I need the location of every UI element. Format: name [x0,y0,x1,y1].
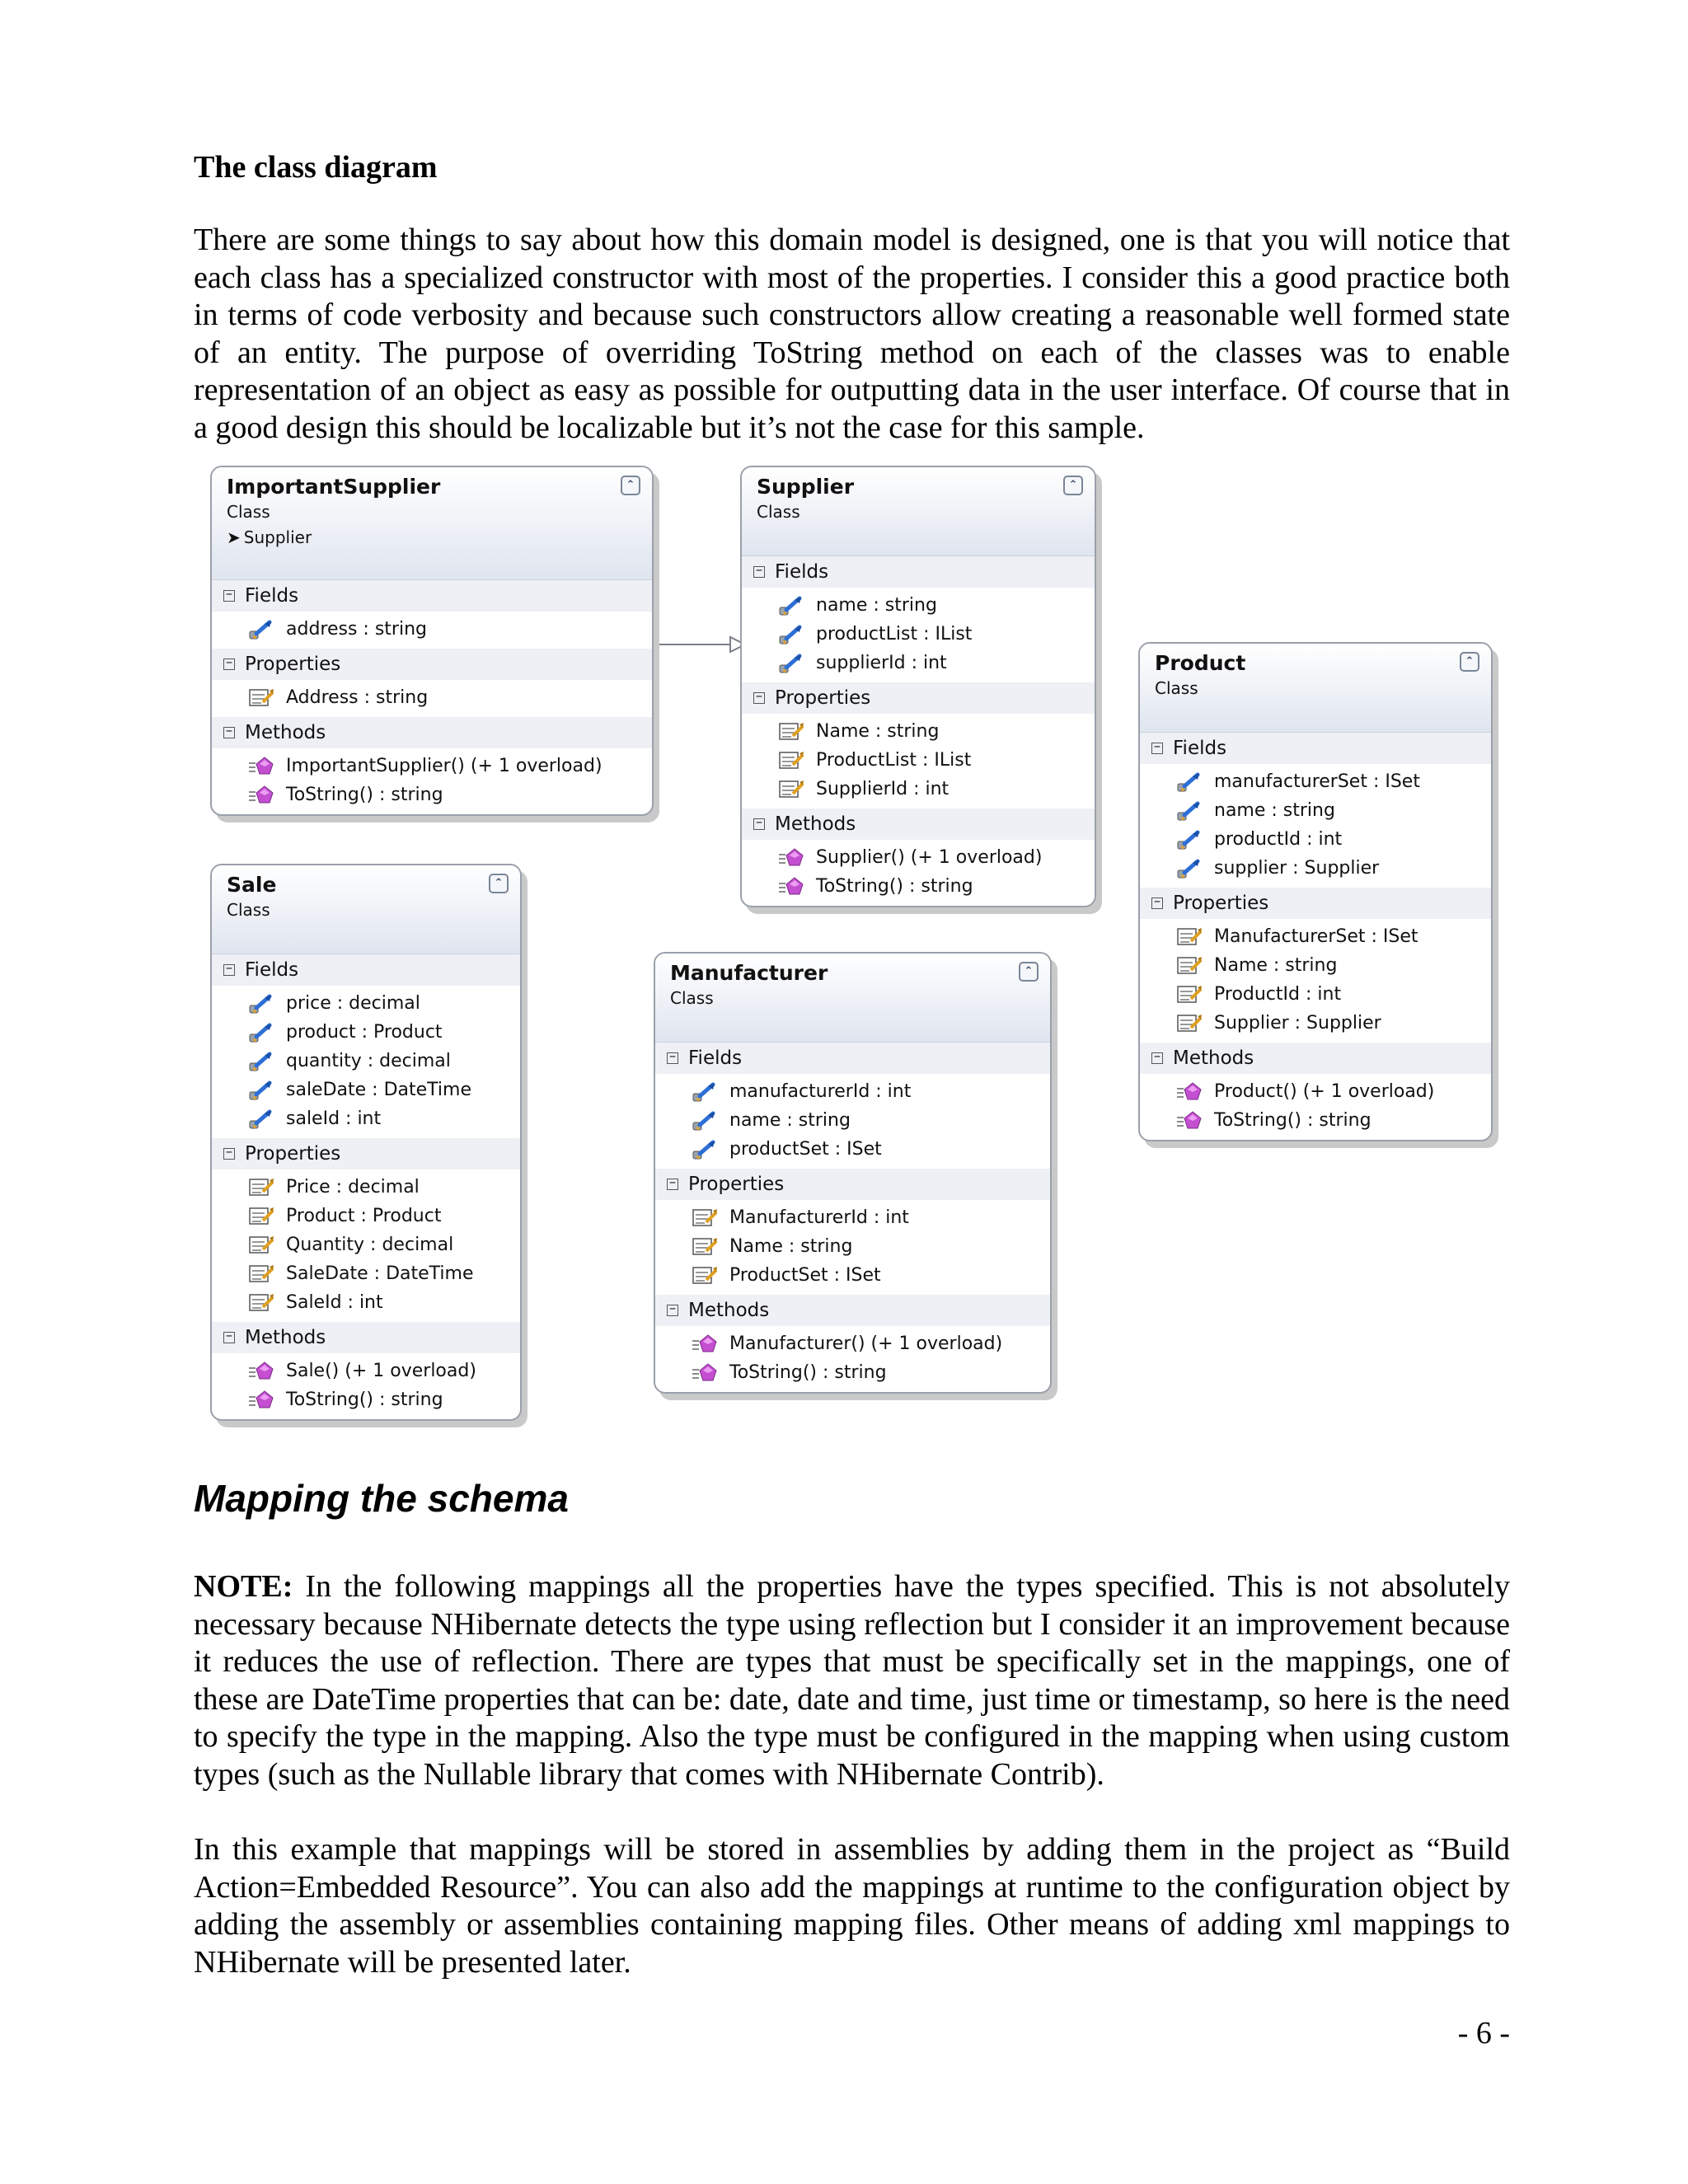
property-icon [248,1235,274,1256]
field-icon [1176,771,1203,793]
section-label: Properties [245,654,341,675]
section-header-properties[interactable] [212,649,652,680]
section-header-methods[interactable] [212,717,652,748]
member-label: productList : IList [816,624,973,644]
field-icon [778,624,804,645]
field-icon [1176,858,1203,879]
member-label: price : decimal [286,993,420,1014]
member-property[interactable] [742,746,1095,775]
collapse-toggle-icon[interactable]: − [223,658,235,670]
collapse-toggle-icon[interactable]: − [1151,1052,1163,1064]
method-icon [1176,1081,1203,1103]
member-property[interactable] [212,1288,520,1317]
member-label: ProductSet : ISet [729,1265,881,1286]
section-label: Fields [245,959,299,981]
member-property[interactable] [655,1203,1050,1232]
property-icon [248,1177,274,1198]
section-header-properties[interactable] [212,1138,520,1169]
section-header-fields[interactable] [655,1043,1050,1074]
member-field[interactable] [742,649,1095,677]
field-icon [1176,800,1203,822]
section-header-fields[interactable] [1140,733,1491,764]
property-icon [1176,926,1203,948]
member-label: ToString() : string [286,1390,443,1410]
collapse-toggle-icon[interactable]: − [223,964,235,976]
member-label: Product() (+ 1 overload) [1214,1081,1435,1102]
section-label: Fields [1173,738,1227,759]
member-field[interactable] [655,1077,1050,1106]
section-methods [1140,1074,1491,1140]
field-icon [248,993,274,1015]
collapse-toggle-icon[interactable]: − [753,566,765,578]
class-box-important-supplier[interactable] [210,466,654,816]
field-icon [692,1110,718,1132]
method-icon [692,1362,718,1384]
member-label: productSet : ISet [729,1139,882,1160]
field-icon [248,619,274,640]
member-label: ImportantSupplier() (+ 1 overload) [286,756,603,776]
member-field[interactable] [1140,767,1491,796]
member-field[interactable] [1140,796,1491,825]
member-field[interactable] [655,1135,1050,1164]
collapse-toggle-icon[interactable]: − [223,590,235,602]
member-label: ToString() : string [729,1362,887,1383]
field-icon [248,1022,274,1043]
method-icon [248,1361,274,1382]
section-fields [655,1074,1050,1169]
member-method[interactable] [212,752,652,780]
class-kind: Class [757,502,800,522]
section-label: Properties [1173,893,1269,914]
member-label: ProductId : int [1214,984,1342,1005]
field-icon [1176,829,1203,851]
member-method[interactable] [655,1329,1050,1358]
section-fields [1140,764,1491,888]
member-label: Supplier : Supplier [1214,1013,1381,1033]
member-method[interactable] [1140,1077,1491,1106]
collapse-icon[interactable]: ⌃ [621,476,640,495]
section-header-properties[interactable] [742,682,1095,714]
class-name: Sale [227,873,277,897]
class-box-supplier[interactable] [740,466,1096,907]
collapse-toggle-icon[interactable]: − [223,1332,235,1343]
collapse-toggle-icon[interactable]: − [667,1179,678,1190]
member-label: Supplier() (+ 1 overload) [816,847,1043,868]
section-fields [742,588,1095,682]
section-label: Methods [245,1327,326,1348]
property-icon [1176,955,1203,977]
member-field[interactable] [212,1076,520,1104]
member-method[interactable] [742,872,1095,901]
class-name: Manufacturer [670,961,828,985]
class-kind: Class [227,502,270,522]
field-icon [248,1051,274,1072]
inheritance-connector [651,635,750,654]
section-properties [742,714,1095,808]
note-label: NOTE: [194,1569,293,1604]
property-icon [248,1292,274,1314]
method-icon [778,847,804,869]
member-property[interactable] [212,1202,520,1230]
property-icon [778,750,804,771]
member-field[interactable] [212,989,520,1018]
member-label: Name : string [729,1236,853,1257]
member-method[interactable] [212,1385,520,1414]
class-kind: Class [670,988,714,1008]
property-icon [778,779,804,800]
member-label: Quantity : decimal [286,1235,454,1255]
member-property[interactable] [1140,951,1491,980]
member-method[interactable] [655,1358,1050,1387]
section-label: Methods [775,813,856,835]
section-header-fields[interactable] [742,556,1095,588]
member-label: Product : Product [286,1206,442,1226]
class-name: Supplier [757,475,855,499]
member-label: Price : decimal [286,1177,420,1197]
section-header-methods[interactable] [212,1322,520,1353]
member-label: ProductList : IList [816,750,972,771]
section-methods [212,1353,520,1419]
section-methods [212,748,652,814]
section-properties [212,1169,520,1322]
collapse-toggle-icon[interactable]: − [753,692,765,704]
section-header-methods[interactable] [742,808,1095,840]
collapse-toggle-icon[interactable]: − [1151,898,1163,909]
class-header [212,865,520,954]
collapse-icon[interactable]: ⌃ [1460,652,1479,672]
intro-paragraph: There are some things to say about how this domain model is designed, one is that you will notice that each class has a specialized constructor with most of the properties. I consider this a good practice both in terms of code verbosity and because such constructors allow creating a reasonable well formed state of an entity. The purpose of overriding ToString method on each of the classes was to enable representation of an object as easy as possible for outputting data in the user interface. Of course that in a good design this should be localizable but it’s not the case for this sample. [194,223,1510,445]
section-label: Methods [688,1300,770,1321]
class-name: ImportantSupplier [227,475,441,499]
member-method[interactable] [1140,1106,1491,1135]
section-header-properties[interactable] [655,1169,1050,1200]
parent-name: Supplier [243,527,312,547]
member-field[interactable] [212,1047,520,1076]
section-heading-class-diagram: The class diagram [194,150,438,185]
property-icon [1176,1013,1203,1034]
member-field[interactable] [212,615,652,644]
property-icon [692,1207,718,1229]
property-icon [248,1206,274,1227]
member-field[interactable] [1140,854,1491,883]
member-label: SaleDate : DateTime [286,1263,474,1284]
member-property[interactable] [212,1173,520,1202]
page-number: - 6 - [1457,2016,1510,2050]
property-icon [778,721,804,743]
section-header-fields[interactable] [212,580,652,612]
member-field[interactable] [742,620,1095,649]
member-property[interactable] [742,717,1095,746]
member-property[interactable] [212,1259,520,1288]
member-label: SupplierId : int [816,779,950,799]
section-heading-mapping: Mapping the schema [194,1477,569,1520]
property-icon [248,687,274,709]
class-box-product[interactable] [1138,642,1493,1141]
class-header [212,467,652,580]
member-property[interactable] [1140,922,1491,951]
member-property[interactable] [212,1230,520,1259]
field-icon [248,1108,274,1130]
collapse-toggle-icon[interactable]: − [667,1052,678,1064]
member-property[interactable] [212,683,652,712]
section-methods [742,840,1095,906]
section-header-methods[interactable] [655,1295,1050,1326]
section-fields [212,612,652,649]
member-label: product : Product [286,1022,443,1043]
collapse-toggle-icon[interactable]: − [223,1148,235,1160]
collapse-icon[interactable]: ⌃ [1063,476,1083,495]
property-icon [692,1265,718,1286]
member-field[interactable] [742,591,1095,620]
member-field[interactable] [212,1104,520,1133]
collapse-toggle-icon[interactable]: − [753,818,765,830]
class-header [1140,644,1491,733]
member-label: name : string [816,595,937,616]
member-label: productId : int [1214,829,1343,850]
section-label: Properties [245,1143,341,1165]
member-property[interactable] [1140,1009,1491,1038]
method-icon [1176,1110,1203,1132]
field-icon [692,1139,718,1160]
member-property[interactable] [742,775,1095,804]
member-label: ToString() : string [816,876,973,897]
member-label: saleId : int [286,1108,382,1129]
class-box-manufacturer[interactable] [654,952,1052,1394]
section-label: Fields [688,1047,743,1069]
section-label: Methods [245,722,326,743]
member-label: name : string [729,1110,851,1131]
member-label: supplier : Supplier [1214,858,1380,879]
member-label: quantity : decimal [286,1051,451,1071]
collapse-toggle-icon[interactable]: − [667,1305,678,1316]
section-properties [1140,919,1491,1043]
member-label: address : string [286,619,427,640]
mapping-paragraph: In this example that mappings will be stored in assemblies by adding them in the project as “Build Action=Embedded Resource”. You can also add the mappings at runtime to the configuration object by adding the assembly or assemblies containing mapping files. Other means of adding xml mappings to NHibernate will be presented later. [194,1832,1510,1980]
section-label: Properties [688,1174,785,1195]
member-method[interactable] [212,780,652,809]
member-label: ToString() : string [286,785,443,805]
property-icon [248,1263,274,1285]
section-properties [212,680,652,717]
property-icon [1176,984,1203,1005]
member-label: ManufacturerId : int [729,1207,909,1228]
member-label: Name : string [1214,955,1338,976]
section-label: Fields [775,561,829,583]
class-kind: Class [227,900,270,920]
section-properties [655,1200,1050,1295]
field-icon [692,1081,718,1103]
section-header-methods[interactable] [1140,1043,1491,1074]
method-icon [248,785,274,806]
section-methods [655,1326,1050,1392]
member-property[interactable] [655,1261,1050,1290]
class-parent [227,524,652,551]
member-label: saleDate : DateTime [286,1080,471,1100]
member-property[interactable] [1140,980,1491,1009]
member-label: name : string [1214,800,1335,821]
field-icon [248,1080,274,1101]
section-header-properties[interactable] [1140,888,1491,919]
section-label: Fields [245,585,299,607]
class-box-sale[interactable] [210,864,522,1421]
inherits-arrow-icon: ➤ [227,527,241,547]
section-label: Properties [775,687,871,709]
section-fields [212,986,520,1138]
field-icon [778,595,804,616]
class-header [742,467,1095,556]
method-icon [778,876,804,898]
member-label: SaleId : int [286,1292,383,1313]
member-label: Sale() (+ 1 overload) [286,1361,476,1381]
section-header-fields[interactable] [212,954,520,986]
member-method[interactable] [742,843,1095,872]
class-name: Product [1155,651,1246,675]
collapse-toggle-icon[interactable]: − [1151,743,1163,754]
field-icon [778,653,804,674]
method-icon [692,1333,718,1355]
collapse-icon[interactable]: ⌃ [489,874,509,893]
collapse-toggle-icon[interactable]: − [223,727,235,738]
member-property[interactable] [655,1232,1050,1261]
section-label: Methods [1173,1047,1254,1069]
class-header [655,954,1050,1043]
note-text: In the following mappings all the properties have the types specified. This is not absolutely necessary because NHibernate detects the type using reflection but I consider it an improvement because it reduces the use of reflection. There are types that must be specifically set in the mappings, one of these are DateTime properties that can be: date, date and time, just time or timestamp, so here is the need to specify the type in the mapping. Also the type must be configured in the mapping when using custom types (such as the Nullable library that comes with NHibernate Contrib). [194,1569,1510,1792]
member-label: manufacturerId : int [729,1081,912,1102]
member-method[interactable] [212,1357,520,1385]
member-label: supplierId : int [816,653,947,673]
note-paragraph [194,1568,1510,1794]
member-label: manufacturerSet : ISet [1214,771,1420,792]
member-label: ManufacturerSet : ISet [1214,926,1418,947]
member-label: Address : string [286,687,429,708]
method-icon [248,1390,274,1411]
member-field[interactable] [212,1018,520,1047]
collapse-icon[interactable]: ⌃ [1019,962,1039,982]
member-field[interactable] [1140,825,1491,854]
member-label: Name : string [816,721,940,742]
member-field[interactable] [655,1106,1050,1135]
member-label: ToString() : string [1214,1110,1372,1131]
method-icon [248,756,274,777]
member-label: Manufacturer() (+ 1 overload) [729,1333,1003,1354]
property-icon [692,1236,718,1258]
class-kind: Class [1155,678,1198,698]
